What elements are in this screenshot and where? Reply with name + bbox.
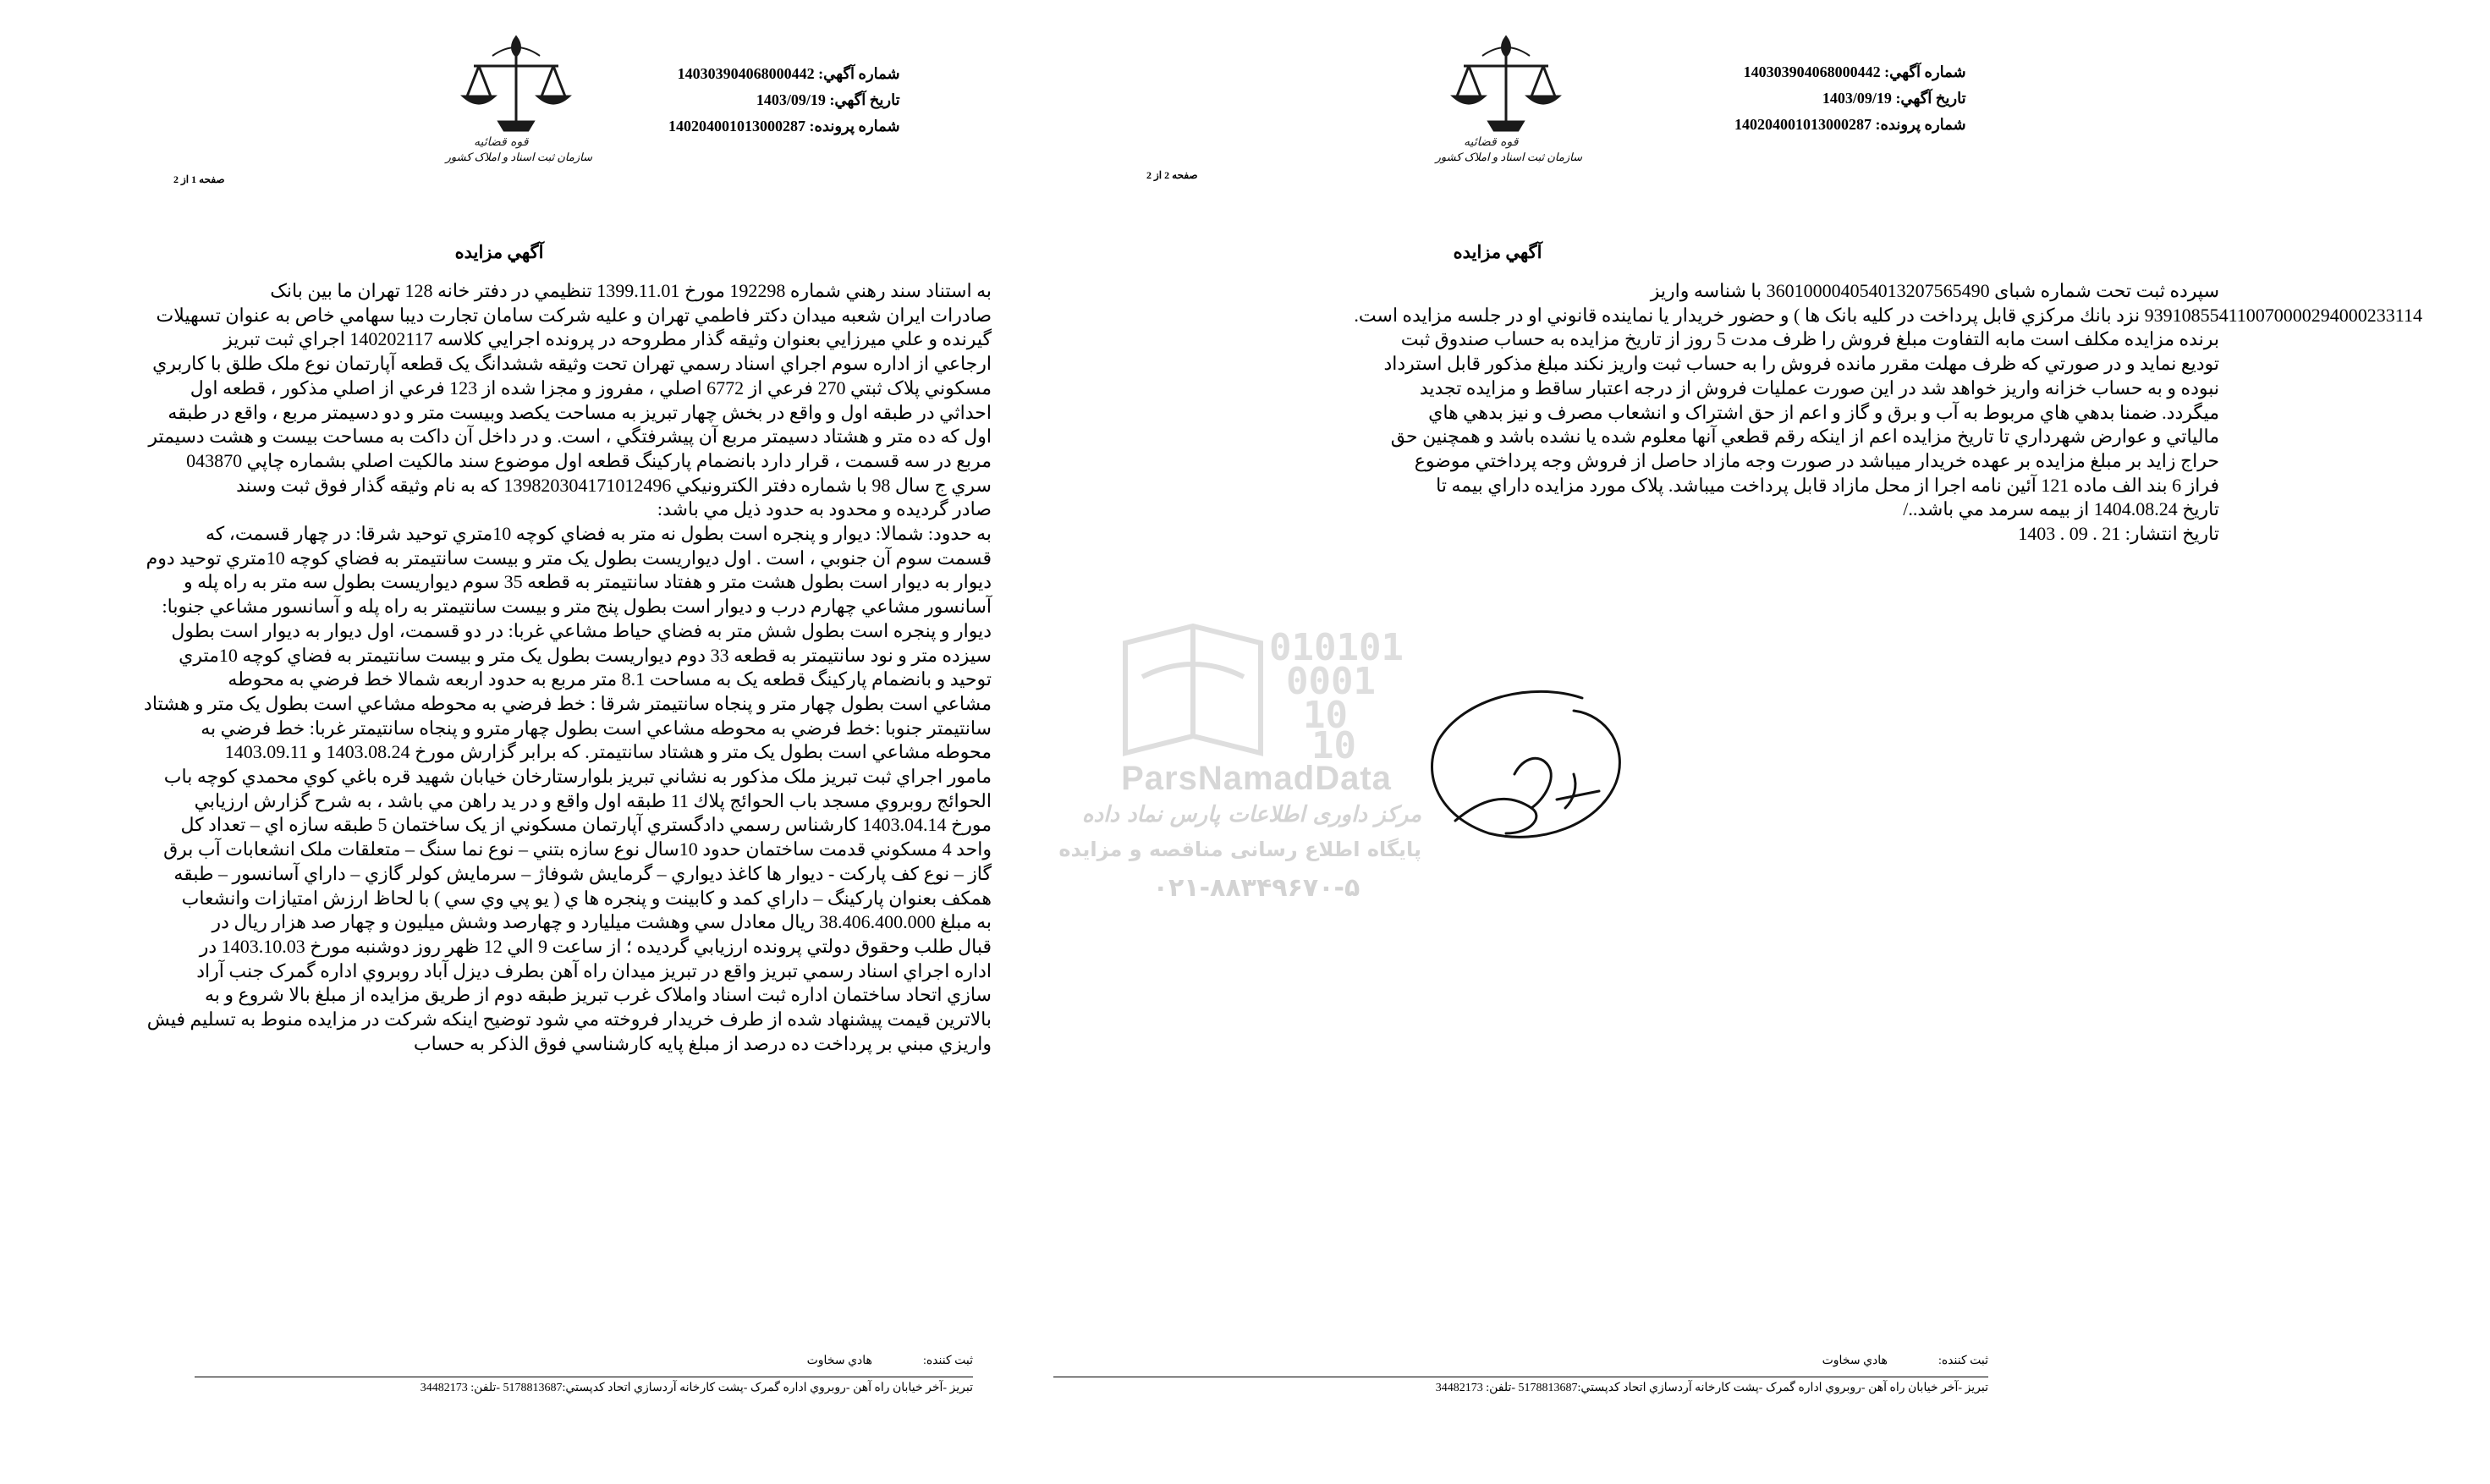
body-line: محوطه مشاعي است بطول يک متر و هشتاد سانتيمتر. که برابر گزارش مورخ 1403.08.24 و 1403.09.11: [224, 741, 992, 763]
body-line: ميگردد. ضمنا بدهي هاي مربوط به آب و برق و گاز و اعم از حق اشتراک و انشعاب مصرف و نيز بدهي هاي: [1428, 401, 2219, 423]
body-line: قسمت سوم آن جنوبي ، است . اول ديواريست بطول يک متر و بيست سانتيمتر به فضاي كوچه 10متري توحيد دوم: [146, 547, 992, 569]
body-line: بالاترين قيمت پيشنهاد شده از طرف خريدار فروخته مي شود توضيح اينکه شرکت در مزايده منوط به تسليم فيش: [146, 1009, 992, 1031]
notice-title: آگهي مزايده: [1453, 242, 1542, 262]
office-address: تبريز -آخر خيابان راه آهن -روبروي اداره گمرک -پشت كارخانه آردسازي اتحاد كدپستي:5178813687 -تلفن: 34482173: [420, 1382, 973, 1394]
body-line: واحد 4 مسکوني قدمت ساختمان حدود 10سال نوع سازه بتني – نوع نما سنگ – متعلقات ملک انشعابات آب برق: [163, 838, 992, 860]
body-line: سيزده متر و نود سانتيمتر به قطعه 33 دوم ديواريست بطول يک متر و بيست سانتيمتر به فضاي كوچه 10متري: [179, 644, 992, 666]
svg-text:0001: 0001: [1286, 660, 1376, 703]
body-line: ديوار به ديوار است بطول هشت متر و هفتاد سانتيمتر به قطعه 35 سوم ديواريست بطول سه متر به راه پله و: [183, 571, 992, 593]
registrar-name: هادي سخاوت: [1822, 1355, 1888, 1367]
body-line: اداره اجراي اسناد رسمي تبريز واقع در تبريز ميدان راه آهن بطرف ديزل آباد روبروي اداره گمرک جنب آراد: [196, 959, 992, 981]
watermark-line-1: مرکز داوری اطلاعات پارس نماد داده: [1081, 802, 1421, 827]
body-line: مورخ 1403.04.14 كارشناس رسمي دادگستري آپارتمان مسكوني از يک ساختمان 5 طبقه سازه اي – تعداد کل: [180, 814, 992, 836]
body-line: احداثي در طبقه اول و واقع در بخش چهار تبريز به مساحت يکصد وبيست متر و دو دسيمتر مربع ، واقع در طبقه: [168, 401, 992, 423]
body-line: فراز 6 بند الف ماده 121 آئين نامه اجرا از محل مازاد قابل پرداخت ميباشد. پلاک مورد مزايده داراي بيمه تا: [1436, 474, 2219, 496]
body-line: برنده مزايده مکلف است مابه التفاوت مبلغ فروش را ظرف مدت 5 روز از تاريخ مزايده به حساب صندوق ثبت: [1400, 328, 2219, 350]
publish-date: تاريخ انتشار: 21 . 09 . 1403: [2018, 523, 2219, 545]
svg-text:قوه قضائیه: قوه قضائیه: [474, 135, 529, 149]
office-address: تبريز -آخر خيابان راه آهن -روبروي اداره گمرک -پشت كارخانه آردسازي اتحاد كدپستي:5178813687 -تلفن: 34482173: [1435, 1382, 1988, 1394]
notice-number-row: [1734, 59, 1966, 85]
body-line: اول که ده متر و هشتاد دسيمتر مربع آن پيشرفتگي ، است. و در داخل آن داکت به مساحت بيست و هشت دسيمتر: [148, 426, 992, 448]
notice-date-label: تاريخ آگهي:: [829, 91, 900, 108]
notice-date: 1403/09/19: [756, 91, 826, 108]
body-line: ديوار و پنجره است بطول شش متر به فضاي حياط مشاعي غربا: در دو قسمت، اول ديوار به ديوار است بطول: [171, 619, 992, 641]
svg-text:010101: 010101: [1269, 626, 1404, 669]
svg-text:10: 10: [1311, 724, 1356, 761]
body-line: سري ج سال 98 با شماره دفتر الکترونيکي 139820304171012496 که به نام وثيقه گذار فوق ثبت وسند: [236, 474, 992, 496]
body-line: مالياتي و عوارض شهرداري تا تاريخ مزايده اعم از اينکه رقم قطعي آنها معلوم شده يا نشده باشد و همچنين حق: [1390, 426, 2219, 448]
body-line: به حدود: شمالا: ديوار و پنجره است بطول نه متر به فضاي كوچه 10متري توحيد شرقا: در چهار قسمت، كه: [206, 523, 992, 545]
notice-number-label: شماره آگهي:: [818, 65, 900, 82]
body-line: قبال طلب وحقوق دولتي پرونده ارزيابي گرديده ؛ از ساعت 9 الي 12 ظهر روز دوشنبه مورخ 1403.10.03 در: [199, 935, 992, 957]
registrar-name: هادي سخاوت: [806, 1355, 872, 1367]
signature-icon: [1404, 673, 1641, 859]
body-line: مربع در سه قسمت ، قرار دارد بانضمام پارکينگ قطعه اول موضوع سند مالكيت اصلي بشماره چاپي 043870: [186, 449, 992, 471]
svg-text:10: 10: [1303, 694, 1348, 737]
page-number: صفحه 2 از 2: [1146, 169, 1198, 181]
parsnamad-watermark: [1058, 609, 1430, 914]
registrar-row: [1053, 1354, 1988, 1368]
notice-title: آگهي مزايده: [454, 242, 544, 262]
watermark-logo-icon: [1091, 609, 1421, 761]
file-number: 140204001013000287: [668, 118, 805, 135]
body-line: مامور اجراي ثبت تبريز ملک مذکور به نشاني تبريز بلوارستارخان خيابان شهيد قره باغي كوي محمدي كوچه باب: [163, 766, 992, 788]
scales-of-justice-icon: [1430, 22, 1582, 149]
body-line: سانتيمتر جنوبا :خط فرضي به محوطه مشاعي است بطول چهار مترو و پنجاه سانتيمتر غربا: خط فرضي به: [201, 717, 992, 739]
body-line: به مبلغ 38.406.400.000 ريال معادل سي وهشت ميليارد و چهارصد وشش ميليون و چهار صد هزار ريال در: [212, 911, 992, 933]
body-line: الحوائج روبروي مسجد باب الحوائج پلاك 11 طبقه اول واقع و در يد راهن مي باشد ، به شرح گزارش ارزيابي: [194, 789, 992, 811]
body-line: سپرده ثبت تحت شماره شبای 360100004054013207565490 با شناسه واریز: [1650, 280, 2219, 301]
file-number: 140204001013000287: [1734, 116, 1872, 133]
body-line: توديع نمايد و در صورتي که ظرف مهلت مقرر مانده فروش را به حساب ثبت واريز نکند مبلغ مذکور قابل استرداد: [1383, 353, 2219, 375]
svg-text:قوه قضائیه: قوه قضائیه: [1464, 135, 1519, 149]
page-footer: [1053, 1354, 1988, 1395]
body-line: مسکوني پلاک ثبتي 270 فرعي از 6772 اصلي ، مفروز و مجزا شده از 123 فرعي از اصلي مذکور ، قطعه اول: [190, 376, 992, 398]
body-line: تاريخ 1404.08.24 از بيمه سرمد مي باشد../: [1903, 498, 2219, 520]
body-line: سازي اتحاد ساختمان اداره ثبت اسناد واملاک غرب تبريز طبقه دوم از طريق مزايده از مبلغ بالا شروع و به: [204, 984, 992, 1006]
body-line: حراج زايد بر مبلغ مزايده بر عهده خريدار ميباشد در صورت وجه مازاد حاصل از فروش وجه پرداختي موضوع: [1414, 449, 2219, 471]
notice-number: 140303904068000442: [1743, 63, 1881, 80]
watermark-brand: ParsNamadData: [1121, 760, 1392, 797]
file-number-label: شماره پرونده:: [809, 118, 900, 135]
body-line: واريزي مبني بر پرداخت ده درصد از مبلغ پايه کارشناسي فوق الذکر به حساب: [413, 1032, 992, 1054]
judiciary-emblem: [1430, 22, 1582, 170]
notice-date: 1403/09/19: [1822, 90, 1892, 107]
page-number: صفحه 1 از 2: [173, 173, 225, 185]
notice-number-label: شماره آگهي:: [1884, 63, 1966, 80]
emblem-caption: سازمان ثبت اسناد و املاک کشور: [445, 151, 592, 163]
watermark-line-2: پایگاه اطلاع رسانی مناقصه و مزایده: [1058, 838, 1421, 861]
notice-meta: [1734, 59, 1966, 138]
body-line: نبوده و به حساب خزانه واريز خواهد شد در اين صورت عمليات فروش از درجه اعتبار ساقط و مزايده تجديد: [1419, 376, 2219, 398]
notice-date-label: تاريخ آگهي:: [1895, 90, 1966, 107]
body-line: به استناد سند رهني شماره 192298 مورخ 1399.11.01 تنظيمي در دفتر خانه 128 تهران ما بين بانک: [270, 280, 992, 301]
notice-date-row: [1734, 85, 1966, 112]
body-line: صادر گرديده و محدود به حدود ذيل مي باشد:: [657, 498, 992, 520]
body-line: 939108554110070000294000233114 نزد بانك مركزي قابل پرداخت در کليه بانک ها ) و حضور خريدار يا نماينده قانوني او در جلسه مزايده است.: [1354, 304, 2422, 326]
body-line: آسانسور مشاعي چهارم درب و ديوار است بطول پنج متر و بيست سانتيمتر به راه پله و آسانسور مشاعي جنوبا:: [162, 596, 992, 618]
file-number-row: [1734, 112, 1966, 138]
notice-number: 140303904068000442: [677, 65, 815, 82]
registrar-label: ثبت كننده:: [1938, 1355, 1988, 1367]
notice-body: [1047, 279, 2422, 547]
registrar-label: ثبت كننده:: [922, 1355, 973, 1367]
body-line: مشاعي است بطول چهار متر و پنجاه سانتيمتر شرقا : خط فرضي به محوطه مشاعي است بطول يک متر و هشتاد: [144, 692, 992, 714]
body-line: ارجاعي از اداره سوم اجراي اسناد رسمي تهران تحت وثيقه ششدانگ يک قطعه آپارتمان نوع ملک طلق با کاربري: [152, 353, 992, 375]
file-number-label: شماره پرونده:: [1875, 116, 1966, 133]
body-line: همكف بعنوان پاركينگ – داراي کمد و کابينت و پنجره ها ي ( يو پي وي سي ) با لحاظ ارزش امتيازات وانشعاب: [181, 887, 992, 909]
body-line: گاز – نوع کف پارکت - ديوار ها کاغذ ديواري – گرمايش شوفاژ – سرمايش کولر گازي – داراي آسانسور – طبقه: [173, 862, 992, 884]
body-line: صادرات ايران شعبه ميدان دكتر فاطمي تهران و عليه شرکت سامان تجارت ديبا سهامي خاص به عنوان تسهيلات: [156, 304, 992, 326]
body-line: گيرنده و علي ميرزايي بعنوان وثيقه گذار مطروحه در پرونده اجرايي کلاسه 140202117 اجراي ثبت تبريز: [223, 328, 992, 350]
emblem-caption: سازمان ثبت اسناد و املاک کشور: [1435, 151, 1582, 163]
watermark-phone: ۰۲۱-۸۸۳۴۹۶۷۰-۵: [1152, 873, 1360, 903]
body-line: توحيد و بانضمام پارکينگ قطعه يک به مساحت 8.1 متر مربع به حدود اربعه شمالا خط فرضي به محوطه: [228, 668, 992, 690]
